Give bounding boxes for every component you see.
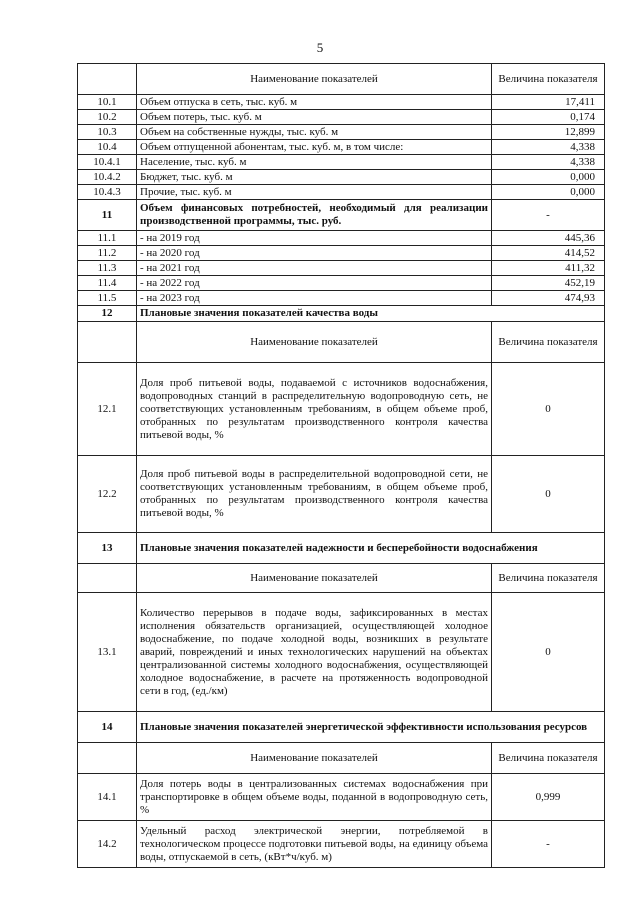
row-value: 0,000 bbox=[492, 170, 605, 185]
row-name: Доля проб питьевой воды в распределительной водопроводной сети, не соответствующих установленным требованиям, в общем объеме проб, отобранных по результатам производственного контроля качества питьевой воды, % bbox=[137, 456, 492, 533]
row-value: 414,52 bbox=[492, 246, 605, 261]
page-number: 5 bbox=[316, 40, 324, 55]
row-number: 11.2 bbox=[78, 246, 137, 261]
row-name: Население, тыс. куб. м bbox=[137, 155, 492, 170]
section-title: Объем финансовых потребностей, необходимый для реализации производственной программы, тыс. руб. bbox=[137, 200, 492, 231]
section-row bbox=[78, 533, 605, 564]
table-row bbox=[78, 110, 605, 125]
row-name: Объем отпуска в сеть, тыс. куб. м bbox=[137, 95, 492, 110]
row-number: 10.4 bbox=[78, 140, 137, 155]
row-number: 11.5 bbox=[78, 291, 137, 306]
table-row bbox=[78, 593, 605, 712]
row-value: 445,36 bbox=[492, 231, 605, 246]
row-name: Доля потерь воды в централизованных системах водоснабжения при транспортировке в общем объеме воды, поданной в водопроводную сеть, % bbox=[137, 774, 492, 821]
row-value: 411,32 bbox=[492, 261, 605, 276]
row-value: 4,338 bbox=[492, 155, 605, 170]
row-number: 14.2 bbox=[78, 821, 137, 868]
header-value-label: Величина показателя bbox=[492, 743, 605, 774]
section-row bbox=[78, 306, 605, 322]
table-row bbox=[78, 363, 605, 456]
row-value: 0,999 bbox=[492, 774, 605, 821]
table-row bbox=[78, 774, 605, 821]
table-row bbox=[78, 140, 605, 155]
row-name: Удельный расход электрической энергии, потребляемой в технологическом процессе подготовки питьевой воды, на единицу объема воды, отпускаемой в сеть, (кВт*ч/куб. м) bbox=[137, 821, 492, 868]
row-number: 11.1 bbox=[78, 231, 137, 246]
table-row bbox=[78, 276, 605, 291]
table-row bbox=[78, 125, 605, 140]
row-name: Прочие, тыс. куб. м bbox=[137, 185, 492, 200]
table-row bbox=[78, 246, 605, 261]
row-name: Объем отпущенной абонентам, тыс. куб. м, в том числе: bbox=[137, 140, 492, 155]
row-value: 0,174 bbox=[492, 110, 605, 125]
table-row bbox=[78, 231, 605, 246]
section-title: Плановые значения показателей энергетической эффективности использования ресурсов bbox=[137, 712, 605, 743]
row-value: 17,411 bbox=[492, 95, 605, 110]
row-number: 11.4 bbox=[78, 276, 137, 291]
table-header bbox=[78, 64, 605, 95]
row-value: 474,93 bbox=[492, 291, 605, 306]
table-row bbox=[78, 185, 605, 200]
header-value-label: Величина показателя bbox=[492, 64, 605, 95]
section-title: Плановые значения показателей надежности и бесперебойности водоснабжения bbox=[137, 533, 605, 564]
row-name: - на 2021 год bbox=[137, 261, 492, 276]
row-name: Доля проб питьевой воды, подаваемой с источников водоснабжения, водопроводных станций в распределительную водопроводную сеть, не соответствующих установленным требованиям, в общем объеме проб, отобранных по результатам производственного контроля качества питьевой воды, % bbox=[137, 363, 492, 456]
header-num-cell bbox=[78, 564, 137, 593]
row-number: 13.1 bbox=[78, 593, 137, 712]
section-number: 14 bbox=[78, 712, 137, 743]
row-value: 452,19 bbox=[492, 276, 605, 291]
row-name: - на 2023 год bbox=[137, 291, 492, 306]
table-header bbox=[78, 743, 605, 774]
section-row bbox=[78, 200, 605, 231]
section-number: 11 bbox=[78, 200, 137, 231]
row-value: - bbox=[492, 821, 605, 868]
row-number: 10.4.1 bbox=[78, 155, 137, 170]
table-row bbox=[78, 95, 605, 110]
header-num-cell bbox=[78, 743, 137, 774]
header-name-label: Наименование показателей bbox=[137, 743, 492, 774]
row-number: 10.3 bbox=[78, 125, 137, 140]
table-row bbox=[78, 821, 605, 868]
row-name: Количество перерывов в подаче воды, зафиксированных в местах исполнения обязательств организацией, осуществляющей холодное водоснабжение, по подаче холодной воды, возникших в результате аварий, повреждений и иных технологических нарушений на объектах централизованной системы холодного водоснабжения, осуществляющей холодное водоснабжение, в расчете на протяженность водопроводной сети в год, (ед./км) bbox=[137, 593, 492, 712]
row-name: Объем потерь, тыс. куб. м bbox=[137, 110, 492, 125]
table-row bbox=[78, 170, 605, 185]
table-header bbox=[78, 564, 605, 593]
header-name-label: Наименование показателей bbox=[137, 322, 492, 363]
row-value: 0 bbox=[492, 593, 605, 712]
row-number: 10.1 bbox=[78, 95, 137, 110]
section-number: 12 bbox=[78, 306, 137, 322]
header-name-label: Наименование показателей bbox=[137, 64, 492, 95]
row-number: 14.1 bbox=[78, 774, 137, 821]
row-number: 12.1 bbox=[78, 363, 137, 456]
row-value: 0 bbox=[492, 456, 605, 533]
row-number: 10.4.2 bbox=[78, 170, 137, 185]
table-row bbox=[78, 155, 605, 170]
row-name: - на 2019 год bbox=[137, 231, 492, 246]
table-header bbox=[78, 322, 605, 363]
table-row bbox=[78, 261, 605, 276]
header-value-label: Величина показателя bbox=[492, 322, 605, 363]
indicators-table bbox=[77, 63, 605, 868]
section-title: Плановые значения показателей качества воды bbox=[137, 306, 605, 322]
table-row bbox=[78, 456, 605, 533]
header-num-cell bbox=[78, 322, 137, 363]
row-name: - на 2020 год bbox=[137, 246, 492, 261]
row-number: 12.2 bbox=[78, 456, 137, 533]
section-value: - bbox=[492, 200, 605, 231]
row-number: 10.4.3 bbox=[78, 185, 137, 200]
header-value-label: Величина показателя bbox=[492, 564, 605, 593]
row-name: Объем на собственные нужды, тыс. куб. м bbox=[137, 125, 492, 140]
table-row bbox=[78, 291, 605, 306]
header-num-cell bbox=[78, 64, 137, 95]
row-number: 10.2 bbox=[78, 110, 137, 125]
row-number: 11.3 bbox=[78, 261, 137, 276]
section-number: 13 bbox=[78, 533, 137, 564]
row-value: 4,338 bbox=[492, 140, 605, 155]
row-name: - на 2022 год bbox=[137, 276, 492, 291]
row-value: 12,899 bbox=[492, 125, 605, 140]
row-name: Бюджет, тыс. куб. м bbox=[137, 170, 492, 185]
section-row bbox=[78, 712, 605, 743]
row-value: 0 bbox=[492, 363, 605, 456]
header-name-label: Наименование показателей bbox=[137, 564, 492, 593]
row-value: 0,000 bbox=[492, 185, 605, 200]
